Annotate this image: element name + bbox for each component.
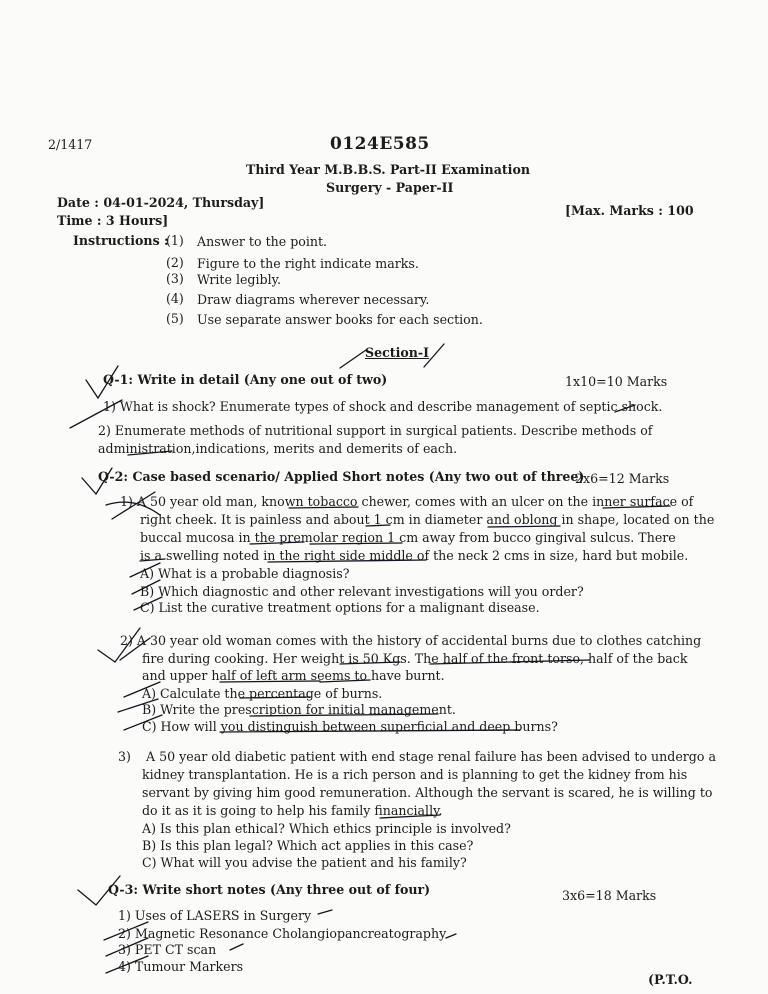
q1-item-2: 2) Enumerate methods of nutritional support in surgical patients. Describe methods of bbox=[98, 423, 653, 438]
instruction-num-3: (3) bbox=[166, 271, 184, 286]
q2-case2-line-2: fire during cooking. Her weight is 50 Kgs. The half of the front torso, half of the back bbox=[142, 651, 688, 666]
q3-item-3-dash bbox=[230, 944, 243, 950]
q2-case3-line-4: do it as it is going to help his family financially. bbox=[142, 803, 443, 818]
q2-case3-line-1: A 50 year old diabetic patient with end stage renal failure has been advised to undergo a bbox=[146, 749, 716, 764]
pto-footer: (P.T.O. bbox=[648, 972, 693, 987]
q2-case1-line-3: buccal mucosa in the premolar region 1 cm away from bucco gingival sulcus. There bbox=[140, 530, 676, 545]
instruction-text-3: Write legibly. bbox=[197, 272, 282, 287]
q2-case2-line-1: 2) A 30 year old woman comes with the history of accidental burns due to clothes catching bbox=[120, 633, 702, 648]
instruction-num-4: (4) bbox=[166, 291, 184, 306]
q2-case1-sub-c: C) List the curative treatment options for a malignant disease. bbox=[140, 600, 540, 615]
paper-code: 0124E585 bbox=[330, 134, 430, 154]
q2-title: Q-2: Case based scenario/ Applied Short notes (Any two out of three) bbox=[98, 469, 585, 484]
q3-marks: 3x6=18 Marks bbox=[562, 888, 657, 903]
q2-case3-line-2: kidney transplantation. He is a rich person and is planning to get the kidney from his bbox=[142, 767, 688, 782]
q2-case2-sub-a: A) Calculate the percentage of burns. bbox=[142, 686, 383, 701]
instruction-text-1: Answer to the point. bbox=[197, 234, 328, 249]
exam-time: Time : 3 Hours] bbox=[57, 213, 169, 228]
q2-case1-sub-b: B) Which diagnostic and other relevant investigations will you order? bbox=[140, 584, 584, 599]
instructions-label: Instructions : bbox=[73, 233, 169, 248]
q3-item-2-dash bbox=[446, 934, 456, 938]
q2-case3-line-3: servant by giving him good remuneration. Although the servant is scared, he is willing to bbox=[142, 785, 713, 800]
exam-title: Third Year M.B.B.S. Part-II Examination bbox=[246, 162, 531, 177]
q2-case1-line-2: right cheek. It is painless and about 1 cm in diameter and oblong in shape, located on the bbox=[140, 512, 715, 527]
max-marks: [Max. Marks : 100 bbox=[565, 203, 694, 218]
q3-item-1-dash bbox=[318, 910, 332, 914]
instruction-num-5: (5) bbox=[166, 311, 184, 326]
q2-marks: 2x6=12 Marks bbox=[575, 471, 670, 486]
q2-case3-number: 3) bbox=[118, 749, 131, 764]
q3-title: Q-3: Write short notes (Any three out of four) bbox=[108, 882, 431, 897]
section-heading: Section-I bbox=[365, 345, 430, 360]
instruction-text-5: Use separate answer books for each section. bbox=[197, 312, 483, 327]
q2-case1-line-1: 1) A 50 year old man, known tobacco chewer, comes with an ulcer on the inner surface of bbox=[120, 494, 694, 509]
q1-marks: 1x10=10 Marks bbox=[565, 374, 668, 389]
q2-case2-sub-b: B) Write the prescription for initial management. bbox=[142, 702, 456, 717]
section-slash-left bbox=[340, 350, 366, 368]
q1-item-2-cont: administration,indications, merits and demerits of each. bbox=[98, 441, 458, 456]
q3-item-2: 2) Magnetic Resonance Cholangiopancreatography bbox=[118, 926, 447, 941]
instruction-num-1: (1) bbox=[166, 233, 184, 248]
q2-case3-sub-a: A) Is this plan ethical? Which ethics principle is involved? bbox=[142, 821, 511, 836]
exam-date: Date : 04-01-2024, Thursday] bbox=[57, 195, 265, 210]
q2-case2-sub-c: C) How will you distinguish between superficial and deep burns? bbox=[142, 719, 558, 734]
q2-case1-sub-a: A) What is a probable diagnosis? bbox=[140, 566, 350, 581]
instruction-text-4: Draw diagrams wherever necessary. bbox=[197, 292, 430, 307]
q2-case3-sub-b: B) Is this plan legal? Which act applies in this case? bbox=[142, 838, 474, 853]
q2-case3-sub-c: C) What will you advise the patient and his family? bbox=[142, 855, 467, 870]
instruction-text-2: Figure to the right indicate marks. bbox=[197, 256, 419, 271]
q2-case1-line-4: is a swelling noted in the right side middle of the neck 2 cms in size, hard but mobile. bbox=[140, 548, 689, 563]
q3-item-3: 3) PET CT scan bbox=[118, 942, 217, 957]
q3-item-4: 4) Tumour Markers bbox=[118, 959, 244, 974]
q1-item-1: 1) What is shock? Enumerate types of shock and describe management of septic shock. bbox=[103, 399, 663, 414]
q1-title: Q-1: Write in detail (Any one out of two) bbox=[103, 372, 388, 387]
instruction-num-2: (2) bbox=[166, 255, 184, 270]
q2-case2-line-3: and upper half of left arm seems to have burnt. bbox=[142, 668, 445, 683]
serial-number: 2/1417 bbox=[48, 137, 93, 152]
subject-title: Surgery - Paper-II bbox=[326, 180, 454, 195]
q3-item-1: 1) Uses of LASERS in Surgery bbox=[118, 908, 312, 923]
